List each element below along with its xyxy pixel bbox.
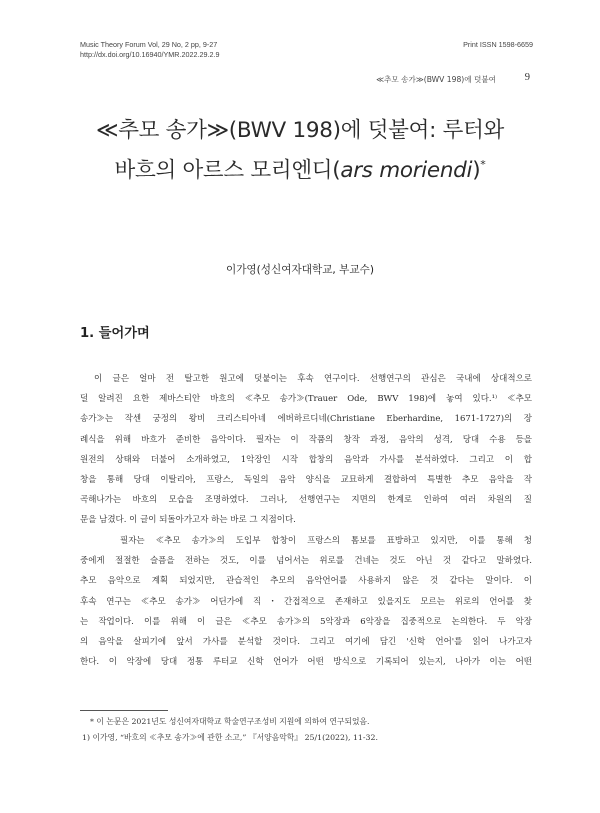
running-head: ≪추모 송가≫(BWV 198)에 덧붙여 xyxy=(376,75,496,84)
footnote-funding: * 이 논문은 2021년도 성신여자대학교 학술연구조성비 지원에 의하여 연구되었음. xyxy=(90,717,370,726)
paragraph-line: 례식을 위해 바흐가 준비한 음악이다. 필자는 이 작품의 창작 과정, 음악의 성격, 당대 수용 등을 xyxy=(80,434,532,445)
paragraph-line: 이 글은 얼마 전 탈고한 원고에 덧붙이는 후속 연구이다. 선행연구의 관심은 국내에 상대적으로 xyxy=(94,374,532,384)
paragraph-line: 의 음악을 살피기에 앞서 가사를 분석할 것이다. 그리고 여기에 담긴 '신학 언어'를 읽어 나가고자 xyxy=(80,636,532,647)
title-latin-term: ars moriendi xyxy=(340,158,473,183)
paragraph-line: 송가≫는 작센 궁정의 왕비 크리스티아네 에버하르디네(Christiane Eberhardine, 1671-1727)의 장 xyxy=(80,414,532,425)
footnote-1: 1) 이가영, “바흐의 ≪추모 송가≫에 관한 소고,” 『서양음악학』 25/1(2022), 11-32. xyxy=(82,733,378,742)
title-line-1: ≪추모 송가≫(BWV 198)에 덧붙여: 루터와 xyxy=(95,118,505,143)
title-line-2 xyxy=(0,148,600,188)
paragraph-2 xyxy=(80,531,532,672)
page-number: 9 xyxy=(524,72,530,83)
paragraph-line: 문을 남겼다. 이 글이 되돌아가고자 하는 바로 그 지점이다. xyxy=(80,515,296,526)
paragraph-line: 곡해나가는 바흐의 모습을 조명하였다. 그러나, 선행연구는 지면의 한계로 인하여 여러 차원의 질 xyxy=(80,495,532,506)
paragraph-line: 는 작업이다. 이를 위해 이 글은 ≪추모 송가≫의 5악장과 6악장을 집중적으로 논의한다. 두 악장 xyxy=(80,616,532,627)
paragraph-line: 덜 알려진 요한 제바스티안 바흐의 ≪추모 송가≫(Trauer Ode, BWV 198)에 놓여 있다.¹⁾ ≪추모 xyxy=(80,394,532,405)
paragraph-line: 원전의 상태와 더불어 소개하였고, 1악장인 시작 합창의 음악과 가사를 분석하였다. 그리고 이 합 xyxy=(80,454,532,465)
section-heading: 1. 들어가며 xyxy=(80,326,150,341)
paragraph-line: 필자는 ≪추모 송가≫의 도입부 합창이 프랑스의 톰보를 표방하고 있지만, 이를 통해 청 xyxy=(120,536,532,546)
issn: Print ISSN 1598-6659 xyxy=(463,40,533,49)
paragraph-line: 창을 통해 당대 이탈리아, 프랑스, 독일의 음악 양식을 교묘하게 결합하여 특별한 추모 음악을 작 xyxy=(80,474,532,485)
paragraph-1 xyxy=(80,369,532,531)
paragraph-line: 추모 음악으로 계획 되었지만, 관습적인 추모의 음악언어를 사용하지 않은 것 같다는 말이다. 이 xyxy=(80,576,532,587)
paragraph-line: 한다. 이 악장에 당대 정통 루터교 신학 언어가 어떤 방식으로 기록되어 있는지, 나아가 이는 어떤 xyxy=(80,657,532,668)
journal-citation: Music Theory Forum Vol, 29 No, 2 pp, 9-27 xyxy=(80,40,218,49)
title-footnote-mark[interactable]: * xyxy=(480,158,486,171)
paper-title xyxy=(0,114,600,188)
doi-link[interactable]: http://dx.doi.org/10.16940/YMR.2022.29.2.9 xyxy=(80,50,220,59)
paragraph-line: 후속 연구는 ≪추모 송가≫ 어딘가에 직・간접적으로 존재하고 있을지도 모르는 위로의 언어를 찾 xyxy=(80,596,532,607)
author-line: 이가영(성신여자대학교, 부교수) xyxy=(225,264,375,276)
paragraph-line: 중에게 절절한 슬픔을 전하는 것도, 이를 넘어서는 위로를 건네는 것도 아닌 것 같다고 말하였다. xyxy=(80,556,532,567)
title-line-2-close: ) xyxy=(472,158,481,183)
title-line-2-text: 바흐의 아르스 모리엔디( xyxy=(114,158,341,183)
footnote-divider xyxy=(80,710,168,711)
